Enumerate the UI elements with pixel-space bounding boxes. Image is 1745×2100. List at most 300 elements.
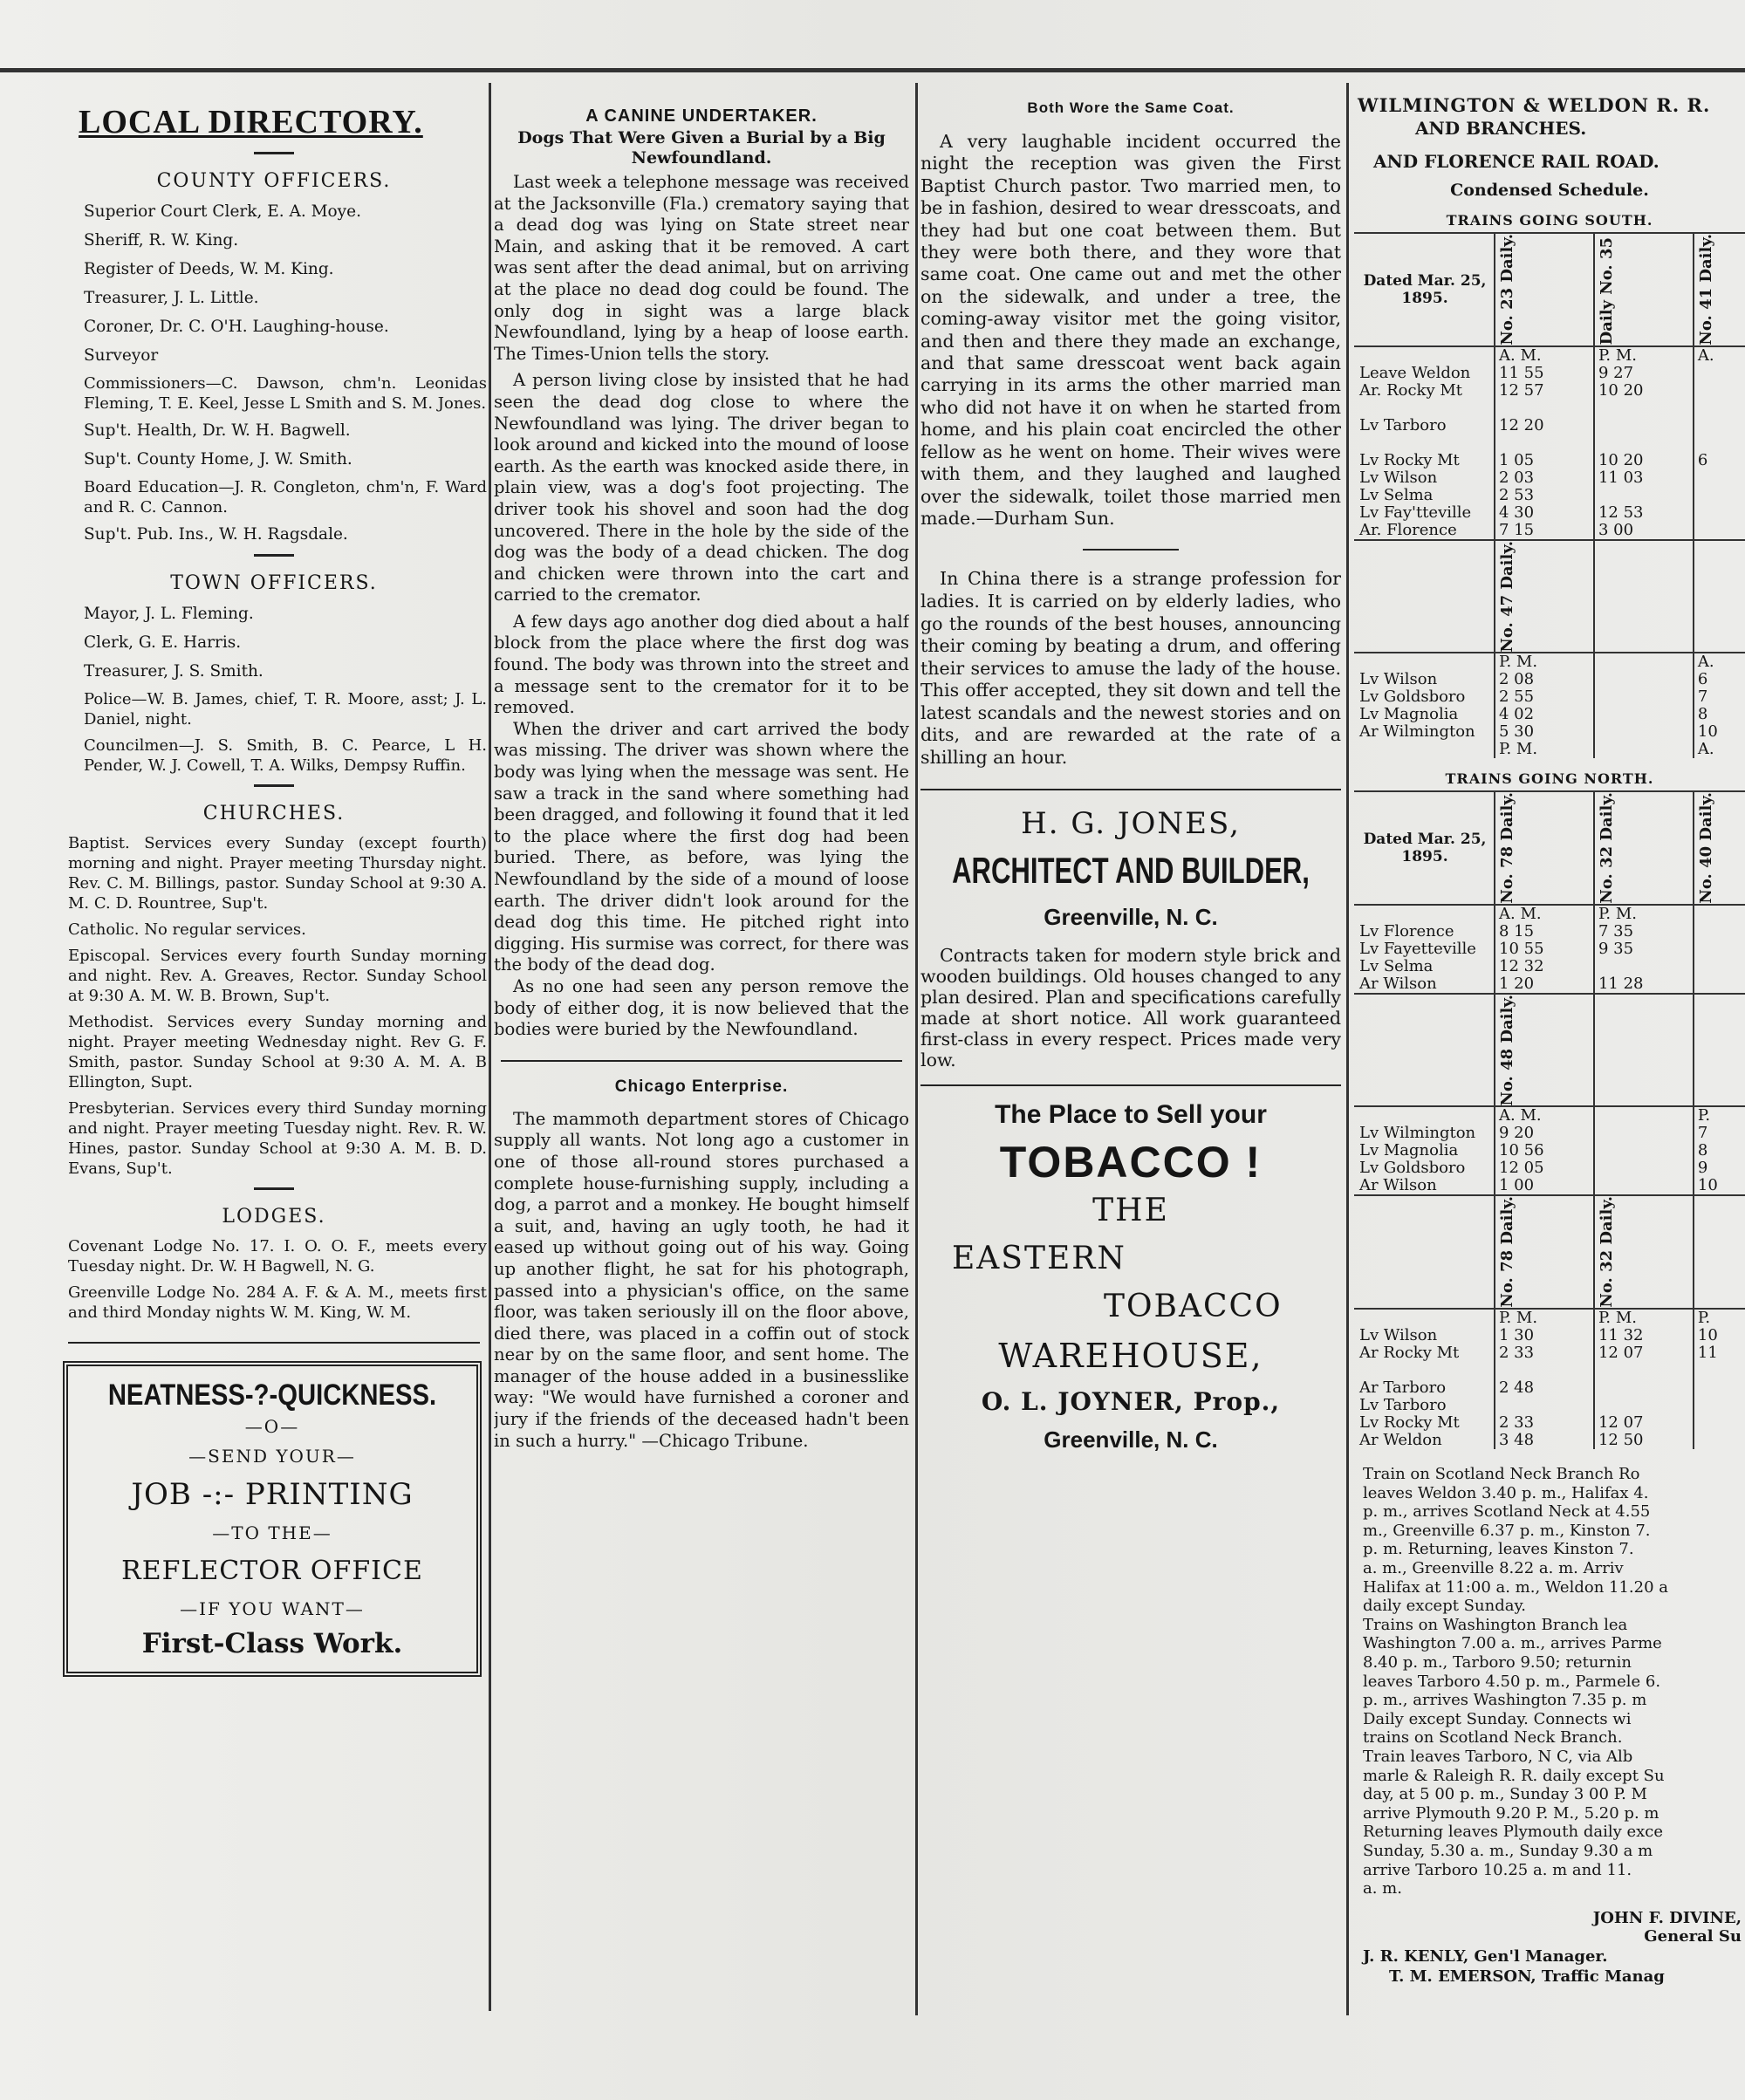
time-cell: 12 07	[1594, 1344, 1694, 1362]
top-border-rule	[0, 68, 1745, 72]
time-cell: 11 28	[1594, 975, 1694, 994]
table-row	[1354, 1142, 1745, 1159]
time-cell: 1 00	[1495, 1177, 1594, 1195]
time-cell	[1495, 1397, 1594, 1414]
signature-emerson: T. M. EMERSON, Traffic Manag	[1389, 1967, 1665, 1986]
railroad-subtitle: AND BRANCHES.	[1415, 118, 1587, 139]
divider	[1083, 549, 1179, 551]
table-row	[1354, 434, 1745, 452]
job-printing-ad	[63, 1361, 482, 1677]
time-cell	[1694, 522, 1745, 540]
paragraph: As no one had seen any person remove the body of either dog, it is now believed that the bodies were buried by the Newfoundland.	[494, 975, 909, 1040]
table-row	[1354, 905, 1745, 923]
churches-heading: CHURCHES.	[202, 803, 346, 824]
column-local-directory	[61, 94, 487, 1677]
table-row	[1354, 923, 1745, 941]
church-entry: Methodist. Services every Sunday morning and night. Prayer meeting Wednesday night. Rev G. F. Smith, pastor. Sunday School at 9:30 A. M. A. B Ellington, Supt.	[68, 1013, 487, 1091]
time-cell	[1594, 671, 1694, 688]
time-cell: 4 30	[1495, 504, 1594, 522]
time-cell: A.	[1694, 346, 1745, 365]
time-cell: 10 56	[1495, 1142, 1594, 1159]
table-row	[1354, 365, 1745, 382]
table-row	[1354, 688, 1745, 706]
divider	[920, 1084, 1341, 1086]
table-row	[1354, 1177, 1745, 1195]
ad-line: —O—	[244, 1416, 300, 1437]
table-row	[1354, 741, 1745, 758]
directory-entry: Commissioners—C. Dawson, chm'n. Leonidas Fleming, T. E. Keel, Jesse L Smith and S. M. Jones.	[84, 374, 487, 413]
station-cell	[1354, 1309, 1495, 1327]
signature-kenly: J. R. KENLY, Gen'l Manager.	[1363, 1946, 1608, 1966]
time-cell: 1 30	[1495, 1327, 1594, 1344]
time-cell: 11 03	[1594, 469, 1694, 487]
note-line: Train on Scotland Neck Branch Ro	[1363, 1465, 1640, 1484]
table-caption: TRAINS GOING SOUTH.	[1446, 212, 1653, 229]
note-line: Train leaves Tarboro, N C, via Alb	[1363, 1747, 1633, 1766]
ad-headline: ARCHITECT AND BUILDER,	[952, 849, 1310, 891]
condensed-schedule-label: Condensed Schedule.	[1450, 181, 1649, 200]
time-cell	[1594, 1397, 1694, 1414]
station-cell	[1354, 400, 1495, 417]
ad-name: H. G. JONES,	[1021, 805, 1241, 841]
divider	[254, 1187, 294, 1190]
note-line: Returning leaves Plymouth daily exce	[1363, 1823, 1664, 1842]
time-cell	[1594, 487, 1694, 504]
table-row	[1354, 400, 1745, 417]
station-cell: Ar Rocky Mt	[1359, 1344, 1460, 1363]
time-cell	[1594, 1106, 1694, 1125]
table-row	[1354, 1125, 1745, 1142]
station-cell: Lv Magnolia	[1359, 1141, 1459, 1160]
ad-headline: NEATNESS-?-QUICKNESS.	[107, 1378, 437, 1412]
station-cell: Lv Rocky Mt	[1359, 450, 1460, 469]
article-title: Both Wore the Same Coat.	[1027, 99, 1235, 116]
station-cell: Lv Tarboro	[1359, 1396, 1447, 1415]
station-cell: Lv Fayetteville	[1359, 939, 1476, 958]
time-cell	[1694, 434, 1745, 452]
ad-line: JOB -:- PRINTING	[131, 1477, 414, 1512]
ad-town: Greenville, N. C.	[1044, 903, 1218, 930]
table-body	[1354, 1106, 1745, 1195]
church-entry: Catholic. No regular services.	[68, 920, 306, 939]
column-articles-3	[920, 94, 1341, 1454]
column-rule-1	[489, 83, 491, 2011]
paragraph: A very laughable incident occurred the night the reception was given the First Baptist Church pastor. Two married men, to be in fashion, desired to wear dresscoats, and they had but one coat between them. But they were both there, and they wore that same coat. One came out and met the other on the sidewalk, and under a tree, the coming-away visitor met the going visitor, and then and there they made an exchange, and that same dresscoat went back again carrying in its arms the other married man who did not have it on when he started from home, and his plain coat encircled the other fellow as he went on home. Their wives were with them, and they laughed and laughed over the sidewalk, toilet those married men made.—Durham Sun.	[920, 131, 1341, 529]
time-cell	[1594, 1159, 1694, 1177]
station-cell: Lv Fay'tteville	[1359, 503, 1472, 522]
table-row	[1354, 706, 1745, 723]
time-cell: 2 03	[1495, 469, 1594, 487]
time-cell: 2 48	[1495, 1379, 1594, 1397]
directory-entry: Police—W. B. James, chief, T. R. Moore, asst; J. L. Daniel, night.	[84, 690, 487, 729]
county-officers-list	[61, 201, 487, 545]
time-cell: 1 05	[1495, 452, 1594, 469]
article-body	[494, 1109, 909, 1453]
railroad-subtitle: AND FLORENCE RAIL ROAD.	[1373, 151, 1659, 172]
station-cell: Lv Florence	[1359, 921, 1454, 941]
column-header: No. 40 Daily.	[1694, 791, 1745, 905]
station-cell: Lv Wilson	[1359, 1326, 1438, 1345]
station-cell: Lv Wilson	[1359, 670, 1438, 689]
time-cell: 10	[1694, 1327, 1745, 1344]
time-cell	[1594, 958, 1694, 975]
article-subtitle: Dogs That Were Given a Burial by a Big Newfoundland.	[517, 128, 886, 168]
lodges-heading: LODGES.	[222, 1206, 326, 1228]
table-row	[1354, 1327, 1745, 1344]
town-officers-heading: TOWN OFFICERS.	[170, 572, 378, 594]
time-cell: P. M.	[1594, 905, 1694, 923]
column-header: No. 23 Daily.	[1495, 233, 1594, 346]
station-cell: Lv Magnolia	[1359, 705, 1459, 724]
signature-divine: JOHN F. DIVINE,	[1592, 1908, 1742, 1927]
ad-line: O. L. JOYNER, Prop.,	[981, 1386, 1281, 1416]
time-cell: 2 33	[1495, 1414, 1594, 1432]
table-row	[1354, 958, 1745, 975]
note-line: Daily except Sunday. Connects wi	[1363, 1709, 1632, 1728]
time-cell	[1694, 905, 1745, 923]
railroad-title: WILMINGTON & WELDON R. R.	[1358, 94, 1711, 116]
time-cell	[1594, 688, 1694, 706]
dated-cell: Dated Mar. 25, 1895.	[1354, 791, 1495, 905]
column-rule-2	[915, 83, 918, 2015]
ad-line: —SEND YOUR—	[188, 1446, 356, 1467]
schedule-north-table	[1354, 790, 1745, 1449]
column-header: No. 48 Daily.	[1495, 994, 1594, 1107]
time-cell: P. M.	[1495, 741, 1594, 758]
note-line: arrive Plymouth 9.20 P. M., 5.20 p. m	[1363, 1803, 1659, 1823]
time-cell: A. M.	[1495, 905, 1594, 923]
table-body	[1354, 905, 1745, 994]
ad-line: REFLECTOR OFFICE	[121, 1556, 423, 1586]
table-body	[1354, 653, 1745, 758]
time-cell: 6	[1694, 452, 1745, 469]
time-cell: 12 53	[1594, 504, 1694, 522]
time-cell: 7	[1694, 1125, 1745, 1142]
station-cell: Ar. Florence	[1359, 520, 1457, 539]
churches-list	[61, 833, 487, 1179]
directory-entry: Register of Deeds, W. M. King.	[84, 260, 334, 278]
time-cell	[1594, 1177, 1694, 1195]
time-cell: P. M.	[1594, 346, 1694, 365]
ad-line: TOBACCO	[1104, 1288, 1283, 1324]
note-line: a. m.	[1363, 1879, 1402, 1898]
table-row	[1354, 1309, 1745, 1327]
time-cell	[1594, 1142, 1694, 1159]
county-officers-heading: COUNTY OFFICERS.	[156, 170, 392, 192]
station-cell: Lv Goldsboro	[1359, 1159, 1466, 1178]
article-body	[920, 568, 1341, 769]
time-cell: 10	[1694, 723, 1745, 741]
time-cell: A.	[1694, 741, 1745, 758]
ad-body: Contracts taken for modern style brick and wooden buildings. Old houses changed to any plan desired. Plan and specifications carefully made at short notice. All work guaranteed first-class in every respect. Prices made very low.	[920, 944, 1341, 1071]
station-cell: Lv Selma	[1359, 956, 1434, 975]
divider	[501, 1060, 902, 1062]
time-cell	[1594, 417, 1694, 434]
note-line: p. m., arrives Washington 7.35 p. m	[1363, 1691, 1647, 1710]
ad-line: First-Class Work.	[141, 1628, 403, 1659]
article-body	[494, 172, 909, 1041]
time-cell: 2 08	[1495, 671, 1594, 688]
time-cell: 7	[1694, 688, 1745, 706]
directory-entry: Superior Court Clerk, E. A. Moye.	[84, 202, 361, 221]
note-line: 8.40 p. m., Tarboro 9.50; returnin	[1363, 1652, 1632, 1672]
column-header: No. 32 Daily.	[1594, 1195, 1694, 1309]
time-cell	[1495, 434, 1594, 452]
time-cell: P.	[1694, 1106, 1745, 1125]
time-cell: P. M.	[1594, 1309, 1694, 1327]
time-cell	[1594, 1379, 1694, 1397]
station-cell	[1354, 905, 1495, 923]
time-cell	[1694, 941, 1745, 958]
note-line: Sunday, 5.30 a. m., Sunday 9.30 a m	[1363, 1841, 1653, 1860]
column-articles-2	[494, 94, 909, 1452]
time-cell: 10 20	[1594, 452, 1694, 469]
time-cell: 12 05	[1495, 1159, 1594, 1177]
station-cell: Leave Weldon	[1359, 363, 1471, 382]
time-cell	[1694, 400, 1745, 417]
table-row	[1354, 1414, 1745, 1432]
article-title: Chicago Enterprise.	[614, 1077, 789, 1096]
time-cell	[1594, 706, 1694, 723]
directory-entry: Coroner, Dr. C. O'H. Laughing-house.	[84, 318, 389, 336]
paragraph: In China there is a strange profession for ladies. It is carried on by elderly ladies, who go the rounds of the best houses, announcing their coming by beating a drum, and offering their services to amuse the lady of the house. This offer accepted, they sit down and tell the latest scandals and the newest stories and on dits, and are rewarded at the rate of a shilling an hour.	[920, 568, 1341, 769]
time-cell: A. M.	[1495, 346, 1594, 365]
time-cell	[1495, 400, 1594, 417]
note-line: p. m., arrives Scotland Neck at 4.55	[1363, 1502, 1651, 1522]
time-cell: 3 00	[1594, 522, 1694, 540]
note-line: m., Greenville 6.37 p. m., Kinston 7.	[1363, 1521, 1651, 1540]
time-cell	[1694, 958, 1745, 975]
time-cell: 12 50	[1594, 1432, 1694, 1449]
ad-line: WAREHOUSE,	[998, 1336, 1263, 1375]
time-cell: 7 15	[1495, 522, 1594, 540]
time-cell	[1694, 365, 1745, 382]
column-header: Daily No. 35	[1594, 233, 1694, 346]
time-cell	[1694, 1362, 1745, 1379]
column-header: No. 78 Daily.	[1495, 1195, 1594, 1309]
time-cell	[1694, 1432, 1745, 1449]
lodge-entry: Covenant Lodge No. 17. I. O. O. F., meets every Tuesday night. Dr. W. H Bagwell, N. G.	[68, 1237, 487, 1276]
table-row	[1354, 346, 1745, 365]
note-line: leaves Tarboro 4.50 p. m., Parmele 6.	[1363, 1672, 1661, 1691]
table-header-row	[1354, 994, 1745, 1107]
time-cell	[1594, 741, 1694, 758]
time-cell	[1694, 504, 1745, 522]
table-row	[1354, 975, 1745, 994]
table-header-row	[1354, 540, 1745, 653]
time-cell: 11 32	[1594, 1327, 1694, 1344]
time-cell: 10 55	[1495, 941, 1594, 958]
note-line: Washington 7.00 a. m., arrives Parme	[1363, 1634, 1662, 1653]
table-row	[1354, 487, 1745, 504]
time-cell: 2 53	[1495, 487, 1594, 504]
directory-entry: Councilmen—J. S. Smith, B. C. Pearce, L H. Pender, W. J. Cowell, T. A. Wilks, Dempsy Ruffin.	[84, 736, 487, 775]
table-row	[1354, 452, 1745, 469]
time-cell	[1694, 1397, 1745, 1414]
time-cell: 2 55	[1495, 688, 1594, 706]
time-cell: 4 02	[1495, 706, 1594, 723]
column-header: No. 78 Daily.	[1495, 791, 1594, 905]
directory-entry: Surveyor	[84, 346, 159, 365]
time-cell: 9 27	[1594, 365, 1694, 382]
directory-entry: Sheriff, R. W. King.	[84, 231, 239, 250]
time-cell: A.	[1694, 653, 1745, 671]
table-caption: TRAINS GOING NORTH.	[1445, 770, 1654, 788]
table-row	[1354, 1432, 1745, 1449]
time-cell	[1694, 487, 1745, 504]
time-cell: 11 55	[1495, 365, 1594, 382]
station-cell: Ar Tarboro	[1359, 1378, 1447, 1398]
table-row	[1354, 469, 1745, 487]
table-header-row	[1354, 1195, 1745, 1309]
station-cell	[1354, 1362, 1495, 1379]
time-cell: 9 20	[1495, 1125, 1594, 1142]
note-line: trains on Scotland Neck Branch.	[1363, 1728, 1623, 1748]
directory-entry: Sup't. Pub. Ins., W. H. Ragsdale.	[84, 525, 348, 544]
dated-cell: Dated Mar. 25, 1895.	[1354, 233, 1495, 346]
article-title: A CANINE UNDERTAKER.	[585, 106, 818, 126]
jones-ad	[920, 806, 1341, 1071]
time-cell: P. M.	[1495, 1309, 1594, 1327]
ad-line: EASTERN	[952, 1240, 1126, 1276]
time-cell	[1694, 975, 1745, 994]
divider	[254, 152, 294, 154]
church-entry: Presbyterian. Services every third Sunday morning and night. Prayer meeting Tuesday night. Rev. R. W. Hines, pastor. Sunday School at 9:30 A. M. B. D. Evans, Sup't.	[68, 1099, 487, 1178]
table-row	[1354, 522, 1745, 540]
table-row	[1354, 417, 1745, 434]
station-cell: Lv Wilson	[1359, 468, 1438, 487]
directory-entry: Clerk, G. E. Harris.	[84, 633, 242, 652]
ad-line: THE	[1092, 1192, 1169, 1228]
paragraph: When the driver and cart arrived the body was missing. The driver was shown where the body was lying when the message was sent. He saw a track in the sand where something had been dragged, and following it found that it led to the place where the first dog had been buried. There, as before, was lying the Newfoundland by the side of a mound of loose earth. The driver didn't look around for the dead dog this time. He pitched right into digging. His surmise was correct, for there was the body of the dead dog.	[494, 718, 909, 975]
column-header: No. 47 Daily.	[1495, 540, 1594, 653]
station-cell	[1354, 741, 1495, 758]
ad-headline: TOBACCO !	[999, 1137, 1263, 1187]
church-entry: Baptist. Services every Sunday (except fourth) morning and night. Prayer meeting Thursday night. Rev. C. M. Billings, pastor. Sunday School at 9:30 A. M. C. D. Rountree, Sup't.	[68, 834, 487, 913]
station-cell	[1354, 653, 1495, 671]
column-railroad-schedule	[1354, 94, 1745, 1986]
directory-entry: Board Education—J. R. Congleton, chm'n, F. Ward and R. C. Cannon.	[84, 478, 487, 516]
time-cell	[1694, 417, 1745, 434]
time-cell: 8 15	[1495, 923, 1594, 941]
station-cell	[1354, 434, 1495, 452]
column-header: No. 41 Daily.	[1694, 233, 1745, 346]
time-cell: 2 33	[1495, 1344, 1594, 1362]
time-cell: 8	[1694, 1142, 1745, 1159]
time-cell: 6	[1694, 671, 1745, 688]
divider	[254, 554, 294, 557]
directory-entry: Sup't. County Home, J. W. Smith.	[84, 450, 352, 469]
time-cell: 11	[1694, 1344, 1745, 1362]
ad-line: The Place to Sell your	[995, 1099, 1267, 1129]
time-cell	[1594, 723, 1694, 741]
table-header-row	[1354, 791, 1745, 905]
table-row	[1354, 671, 1745, 688]
time-cell: 1 20	[1495, 975, 1594, 994]
time-cell: 8	[1694, 706, 1745, 723]
column-header: No. 32 Daily.	[1594, 791, 1694, 905]
directory-title: LOCAL DIRECTORY.	[79, 104, 423, 140]
time-cell	[1694, 1379, 1745, 1397]
time-cell: 7 35	[1594, 923, 1694, 941]
note-line: Halifax at 11:00 a. m., Weldon 11.20 a	[1363, 1577, 1668, 1597]
lodge-entry: Greenville Lodge No. 284 A. F. & A. M., meets first and third Monday nights W. M. King, W. M.	[68, 1283, 487, 1322]
time-cell	[1594, 1362, 1694, 1379]
time-cell: 12 57	[1495, 382, 1594, 400]
note-line: day, at 5 00 p. m., Sunday 3 00 P. M	[1363, 1785, 1647, 1804]
station-cell: Lv Wilmington	[1359, 1124, 1476, 1143]
time-cell: 5 30	[1495, 723, 1594, 741]
station-cell	[1354, 1106, 1495, 1125]
table-row	[1354, 504, 1745, 522]
station-cell: Lv Goldsboro	[1359, 687, 1466, 707]
table-row	[1354, 1362, 1745, 1379]
table-row	[1354, 941, 1745, 958]
church-entry: Episcopal. Services every fourth Sunday morning and night. Rev. A. Greaves, Rector. Sunday School at 9:30 A. M. W. B. Brown, Sup't.	[68, 947, 487, 1005]
note-line: marle & Raleigh R. R. daily except Su	[1363, 1766, 1665, 1785]
time-cell: 3 48	[1495, 1432, 1594, 1449]
station-cell: Ar Wilson	[1359, 1176, 1437, 1195]
note-line: arrive Tarboro 10.25 a. m and 11.	[1363, 1860, 1632, 1879]
divider	[920, 789, 1341, 790]
table-row	[1354, 1159, 1745, 1177]
time-cell: 9	[1694, 1159, 1745, 1177]
time-cell: 9 35	[1594, 941, 1694, 958]
paragraph: A person living close by insisted that he had seen the dead dog close to where the Newfoundland was lying. The driver began to look around and kicked into the mound of loose earth. As the earth was knocked aside there, in plain view, was a dog's foot projecting. The driver took his shovel and soon had the dog uncovered. There in the hole by the side of the dog was the body of a dead chicken. The dog and chicken were thrown into the cart and carried to the cremator.	[494, 370, 909, 605]
station-cell: Ar Wilmington	[1359, 722, 1475, 742]
note-line: daily except Sunday.	[1363, 1597, 1526, 1616]
time-cell	[1694, 923, 1745, 941]
ad-line: —IF YOU WANT—	[180, 1598, 365, 1619]
table-row	[1354, 1397, 1745, 1414]
ad-line: —TO THE—	[212, 1522, 332, 1543]
paragraph: The mammoth department stores of Chicago supply all wants. Not long ago a customer in one of those all-round stores purchased a complete house-furnishing supply, including a dog, a parrot and a monkey. He bought himself a suit, and, having an ugly tooth, he had it eased up without going out of his way. Going up another flight, he sat for his photograph, passed into a physician's office, on the same floor, was taken seriously ill on the floor above, died there, was placed in a coffin out of stock near by on the same floor, and sent home. The manager of the house added in a businesslike way: "We would have furnished a coroner and jury if the friends of the deceased hadn't been in such a hurry." —Chicago Tribune.	[494, 1108, 909, 1451]
note-line: leaves Weldon 3.40 p. m., Halifax 4.	[1363, 1483, 1649, 1502]
directory-entry: Mayor, J. L. Fleming.	[84, 605, 254, 623]
table-row	[1354, 1106, 1745, 1125]
branch-notes	[1363, 1465, 1745, 1898]
time-cell	[1594, 1125, 1694, 1142]
table-header-row	[1354, 233, 1745, 346]
directory-entry: Treasurer, J. S. Smith.	[84, 662, 263, 681]
ad-line: Greenville, N. C.	[1044, 1426, 1218, 1453]
directory-entry: Sup't. Health, Dr. W. H. Bagwell.	[84, 421, 351, 440]
paragraph: A few days ago another dog died about a half block from the place where the first dog was found. The body was thrown into the street and a message sent to the cremator for it to be removed.	[494, 611, 909, 718]
time-cell: 12 07	[1594, 1414, 1694, 1432]
table-row	[1354, 382, 1745, 400]
table-body	[1354, 1309, 1745, 1449]
table-body	[1354, 346, 1745, 540]
station-cell: Lv Selma	[1359, 485, 1434, 504]
time-cell: 12 32	[1495, 958, 1594, 975]
directory-entry: Treasurer, J. L. Little.	[84, 289, 259, 307]
schedule-south-table	[1354, 232, 1745, 758]
table-row	[1354, 653, 1745, 671]
note-line: a. m., Greenville 8.22 a. m. Arriv	[1363, 1559, 1624, 1578]
signature-divine-title: General Su	[1644, 1926, 1742, 1946]
time-cell: 10	[1694, 1177, 1745, 1195]
station-cell: Ar. Rocky Mt	[1359, 380, 1463, 400]
divider	[254, 784, 294, 787]
station-cell	[1354, 346, 1495, 365]
paragraph: Last week a telephone message was received at the Jacksonville (Fla.) crematory saying that a dead dog was lying on State street near Main, and asking that it be removed. A cart was sent after the dead animal, but on arriving at the place no dead dog could be found. The only dog in sight was a large black Newfoundland, lying by a heap of loose earth. The Times-Union tells the story.	[494, 172, 909, 364]
time-cell	[1694, 1414, 1745, 1432]
table-row	[1354, 723, 1745, 741]
table-row	[1354, 1379, 1745, 1397]
time-cell	[1594, 400, 1694, 417]
station-cell: Lv Tarboro	[1359, 415, 1447, 434]
time-cell	[1495, 1362, 1594, 1379]
